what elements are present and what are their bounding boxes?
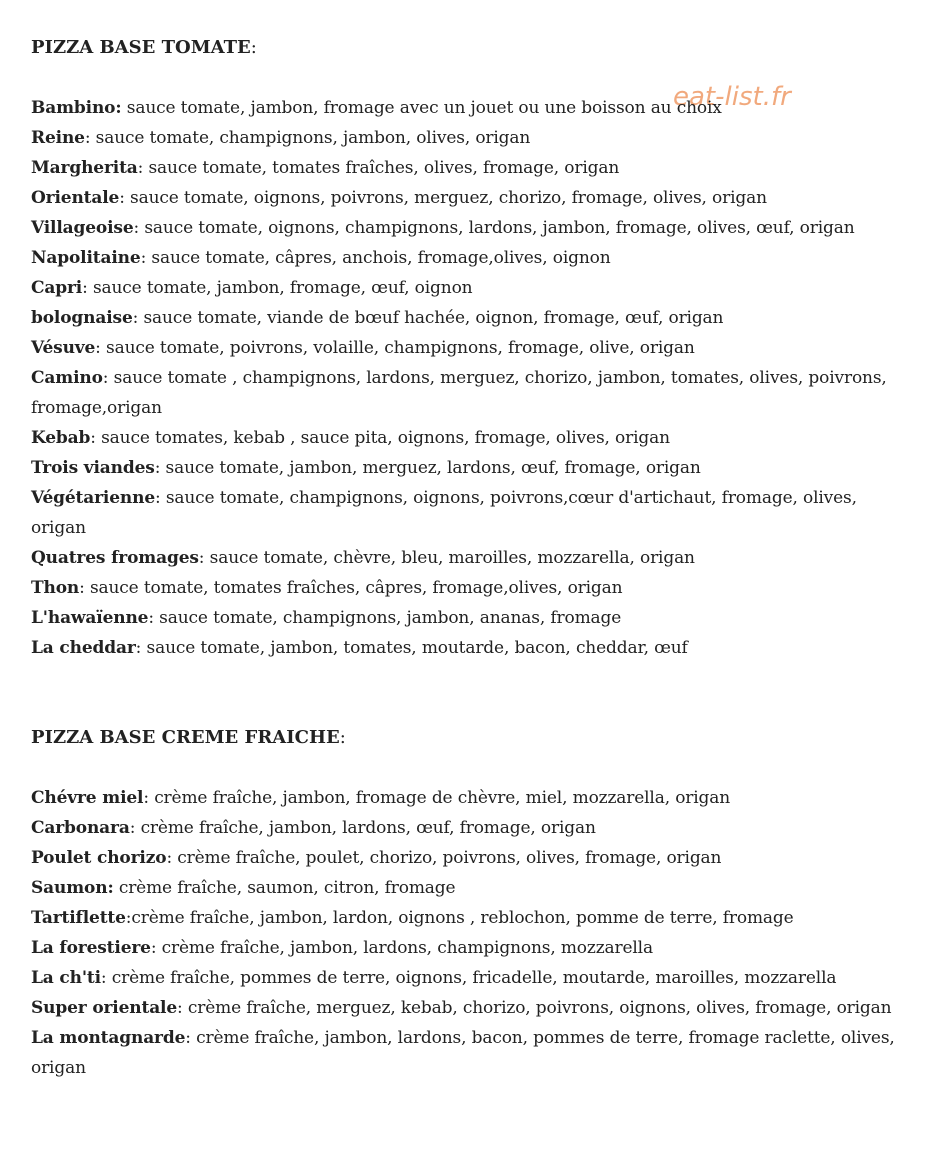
pizza-ingredients: : crème fraîche, jambon, fromage de chèvre, miel, mozzarella, origan — [143, 788, 731, 808]
pizza-name: L'hawaïenne — [31, 608, 149, 628]
pizza-ingredients: : sauce tomate, tomates fraîches, câpres, fromage,olives, origan — [79, 578, 623, 598]
pizza-name: Kebab — [31, 428, 91, 448]
pizza-ingredients: : crème fraîche, jambon, lardons, bacon, pommes de terre, fromage raclette, olives, origan — [31, 1028, 895, 1078]
spacer — [31, 663, 911, 723]
pizza-ingredients: : sauce tomates, kebab , sauce pita, oignons, fromage, olives, origan — [90, 428, 670, 448]
menu-document — [31, 33, 911, 1083]
pizza-name: La cheddar — [31, 638, 136, 658]
pizza-item-camino — [31, 363, 911, 423]
pizza-item-kebab — [31, 423, 911, 453]
pizza-item-la-cheddar — [31, 633, 911, 663]
pizza-ingredients: : sauce tomate, oignons, champignons, lardons, jambon, fromage, olives, œuf, origan — [133, 218, 855, 238]
pizza-ingredients: : sauce tomate, oignons, poivrons, merguez, chorizo, fromage, olives, origan — [119, 188, 767, 208]
pizza-name: Végétarienne — [31, 488, 155, 508]
pizza-name: La ch'ti — [31, 968, 101, 988]
pizza-ingredients: : crème fraîche, pommes de terre, oignons, fricadelle, moutarde, maroilles, mozzarella — [100, 968, 837, 988]
pizza-ingredients: sauce tomate, jambon, fromage avec un jouet ou une boisson au choix — [121, 98, 722, 118]
pizza-name: Bambino: — [31, 98, 122, 118]
pizza-name: Orientale — [31, 188, 120, 208]
pizza-ingredients: : sauce tomate, jambon, fromage, œuf, oignon — [82, 278, 473, 298]
pizza-list-creme-fraiche — [31, 783, 911, 1083]
pizza-item-orientale — [31, 183, 911, 213]
spacer — [31, 753, 911, 783]
pizza-list-tomate — [31, 93, 911, 663]
pizza-item-la-montagnarde — [31, 1023, 911, 1083]
pizza-name: Reine — [31, 128, 85, 148]
pizza-item-bambino — [31, 93, 911, 123]
pizza-item-super-orientale — [31, 993, 911, 1023]
pizza-item-la-chti — [31, 963, 911, 993]
section-title-text: PIZZA BASE CREME FRAICHE — [31, 727, 340, 748]
pizza-item-reine — [31, 123, 911, 153]
pizza-ingredients: : sauce tomate, tomates fraîches, olives, fromage, origan — [137, 158, 620, 178]
pizza-name: Carbonara — [31, 818, 130, 838]
pizza-name: Trois viandes — [31, 458, 155, 478]
pizza-ingredients: : sauce tomate, jambon, tomates, moutarde, bacon, cheddar, œuf — [135, 638, 688, 658]
pizza-ingredients: : sauce tomate, poivrons, volaille, champignons, fromage, olive, origan — [95, 338, 695, 358]
pizza-name: Saumon: — [31, 878, 114, 898]
pizza-name: Villageoise — [31, 218, 134, 238]
pizza-item-vegetarienne — [31, 483, 911, 543]
pizza-name: Poulet chorizo — [31, 848, 167, 868]
pizza-ingredients: : sauce tomate, champignons, oignons, poivrons,cœur d'artichaut, fromage, olives, origan — [31, 488, 857, 538]
pizza-name: Napolitaine — [31, 248, 141, 268]
pizza-name: bolognaise — [31, 308, 133, 328]
pizza-item-chevre-miel — [31, 783, 911, 813]
pizza-name: Vésuve — [31, 338, 96, 358]
pizza-ingredients: : crème fraîche, jambon, lardons, champignons, mozzarella — [150, 938, 653, 958]
pizza-item-la-forestiere — [31, 933, 911, 963]
pizza-ingredients: : sauce tomate, chèvre, bleu, maroilles, mozzarella, origan — [198, 548, 695, 568]
spacer — [31, 63, 911, 93]
section-title-suffix: : — [339, 727, 346, 748]
pizza-item-napolitaine — [31, 243, 911, 273]
pizza-item-villageoise — [31, 213, 911, 243]
pizza-name: La montagnarde — [31, 1028, 186, 1048]
pizza-item-thon — [31, 573, 911, 603]
pizza-name: Camino — [31, 368, 103, 388]
pizza-ingredients: : sauce tomate, viande de bœuf hachée, oignon, fromage, œuf, origan — [132, 308, 724, 328]
pizza-ingredients: : crème fraîche, jambon, lardons, œuf, fromage, origan — [129, 818, 596, 838]
pizza-item-vesuve — [31, 333, 911, 363]
section-title-suffix: : — [250, 37, 257, 58]
pizza-name: La forestiere — [31, 938, 151, 958]
pizza-item-capri — [31, 273, 911, 303]
pizza-item-carbonara — [31, 813, 911, 843]
pizza-ingredients: : sauce tomate, champignons, jambon, ananas, fromage — [148, 608, 622, 628]
pizza-ingredients: : sauce tomate, câpres, anchois, fromage,olives, oignon — [140, 248, 611, 268]
pizza-ingredients: : crème fraîche, merguez, kebab, chorizo, poivrons, oignons, olives, fromage, origan — [177, 998, 892, 1018]
pizza-item-trois-viandes — [31, 453, 911, 483]
pizza-ingredients: : sauce tomate, jambon, merguez, lardons, œuf, fromage, origan — [154, 458, 701, 478]
pizza-item-poulet-chorizo — [31, 843, 911, 873]
pizza-ingredients: : sauce tomate , champignons, lardons, merguez, chorizo, jambon, tomates, olives, poivrons, fromage,origan — [31, 368, 887, 418]
pizza-item-margherita — [31, 153, 911, 183]
watermark-logo: eat-list.fr — [673, 82, 791, 112]
pizza-item-quatres-fromages — [31, 543, 911, 573]
pizza-name: Tartiflette — [31, 908, 126, 928]
pizza-name: Margherita — [31, 158, 138, 178]
pizza-ingredients: :crème fraîche, jambon, lardon, oignons , reblochon, pomme de terre, fromage — [125, 908, 794, 928]
pizza-name: Thon — [31, 578, 80, 598]
pizza-item-saumon — [31, 873, 911, 903]
pizza-name: Capri — [31, 278, 83, 298]
pizza-name: Super orientale — [31, 998, 178, 1018]
pizza-item-bolognaise — [31, 303, 911, 333]
section-title-creme-fraiche — [31, 723, 911, 753]
pizza-ingredients: : crème fraîche, poulet, chorizo, poivrons, olives, fromage, origan — [166, 848, 722, 868]
section-title-text: PIZZA BASE TOMATE — [31, 37, 251, 58]
pizza-ingredients: : sauce tomate, champignons, jambon, olives, origan — [84, 128, 531, 148]
pizza-item-hawaienne — [31, 603, 911, 633]
pizza-name: Chévre miel — [31, 788, 144, 808]
pizza-name: Quatres fromages — [31, 548, 199, 568]
section-title-tomate — [31, 33, 911, 63]
pizza-ingredients: crème fraîche, saumon, citron, fromage — [113, 878, 456, 898]
pizza-item-tartiflette — [31, 903, 911, 933]
